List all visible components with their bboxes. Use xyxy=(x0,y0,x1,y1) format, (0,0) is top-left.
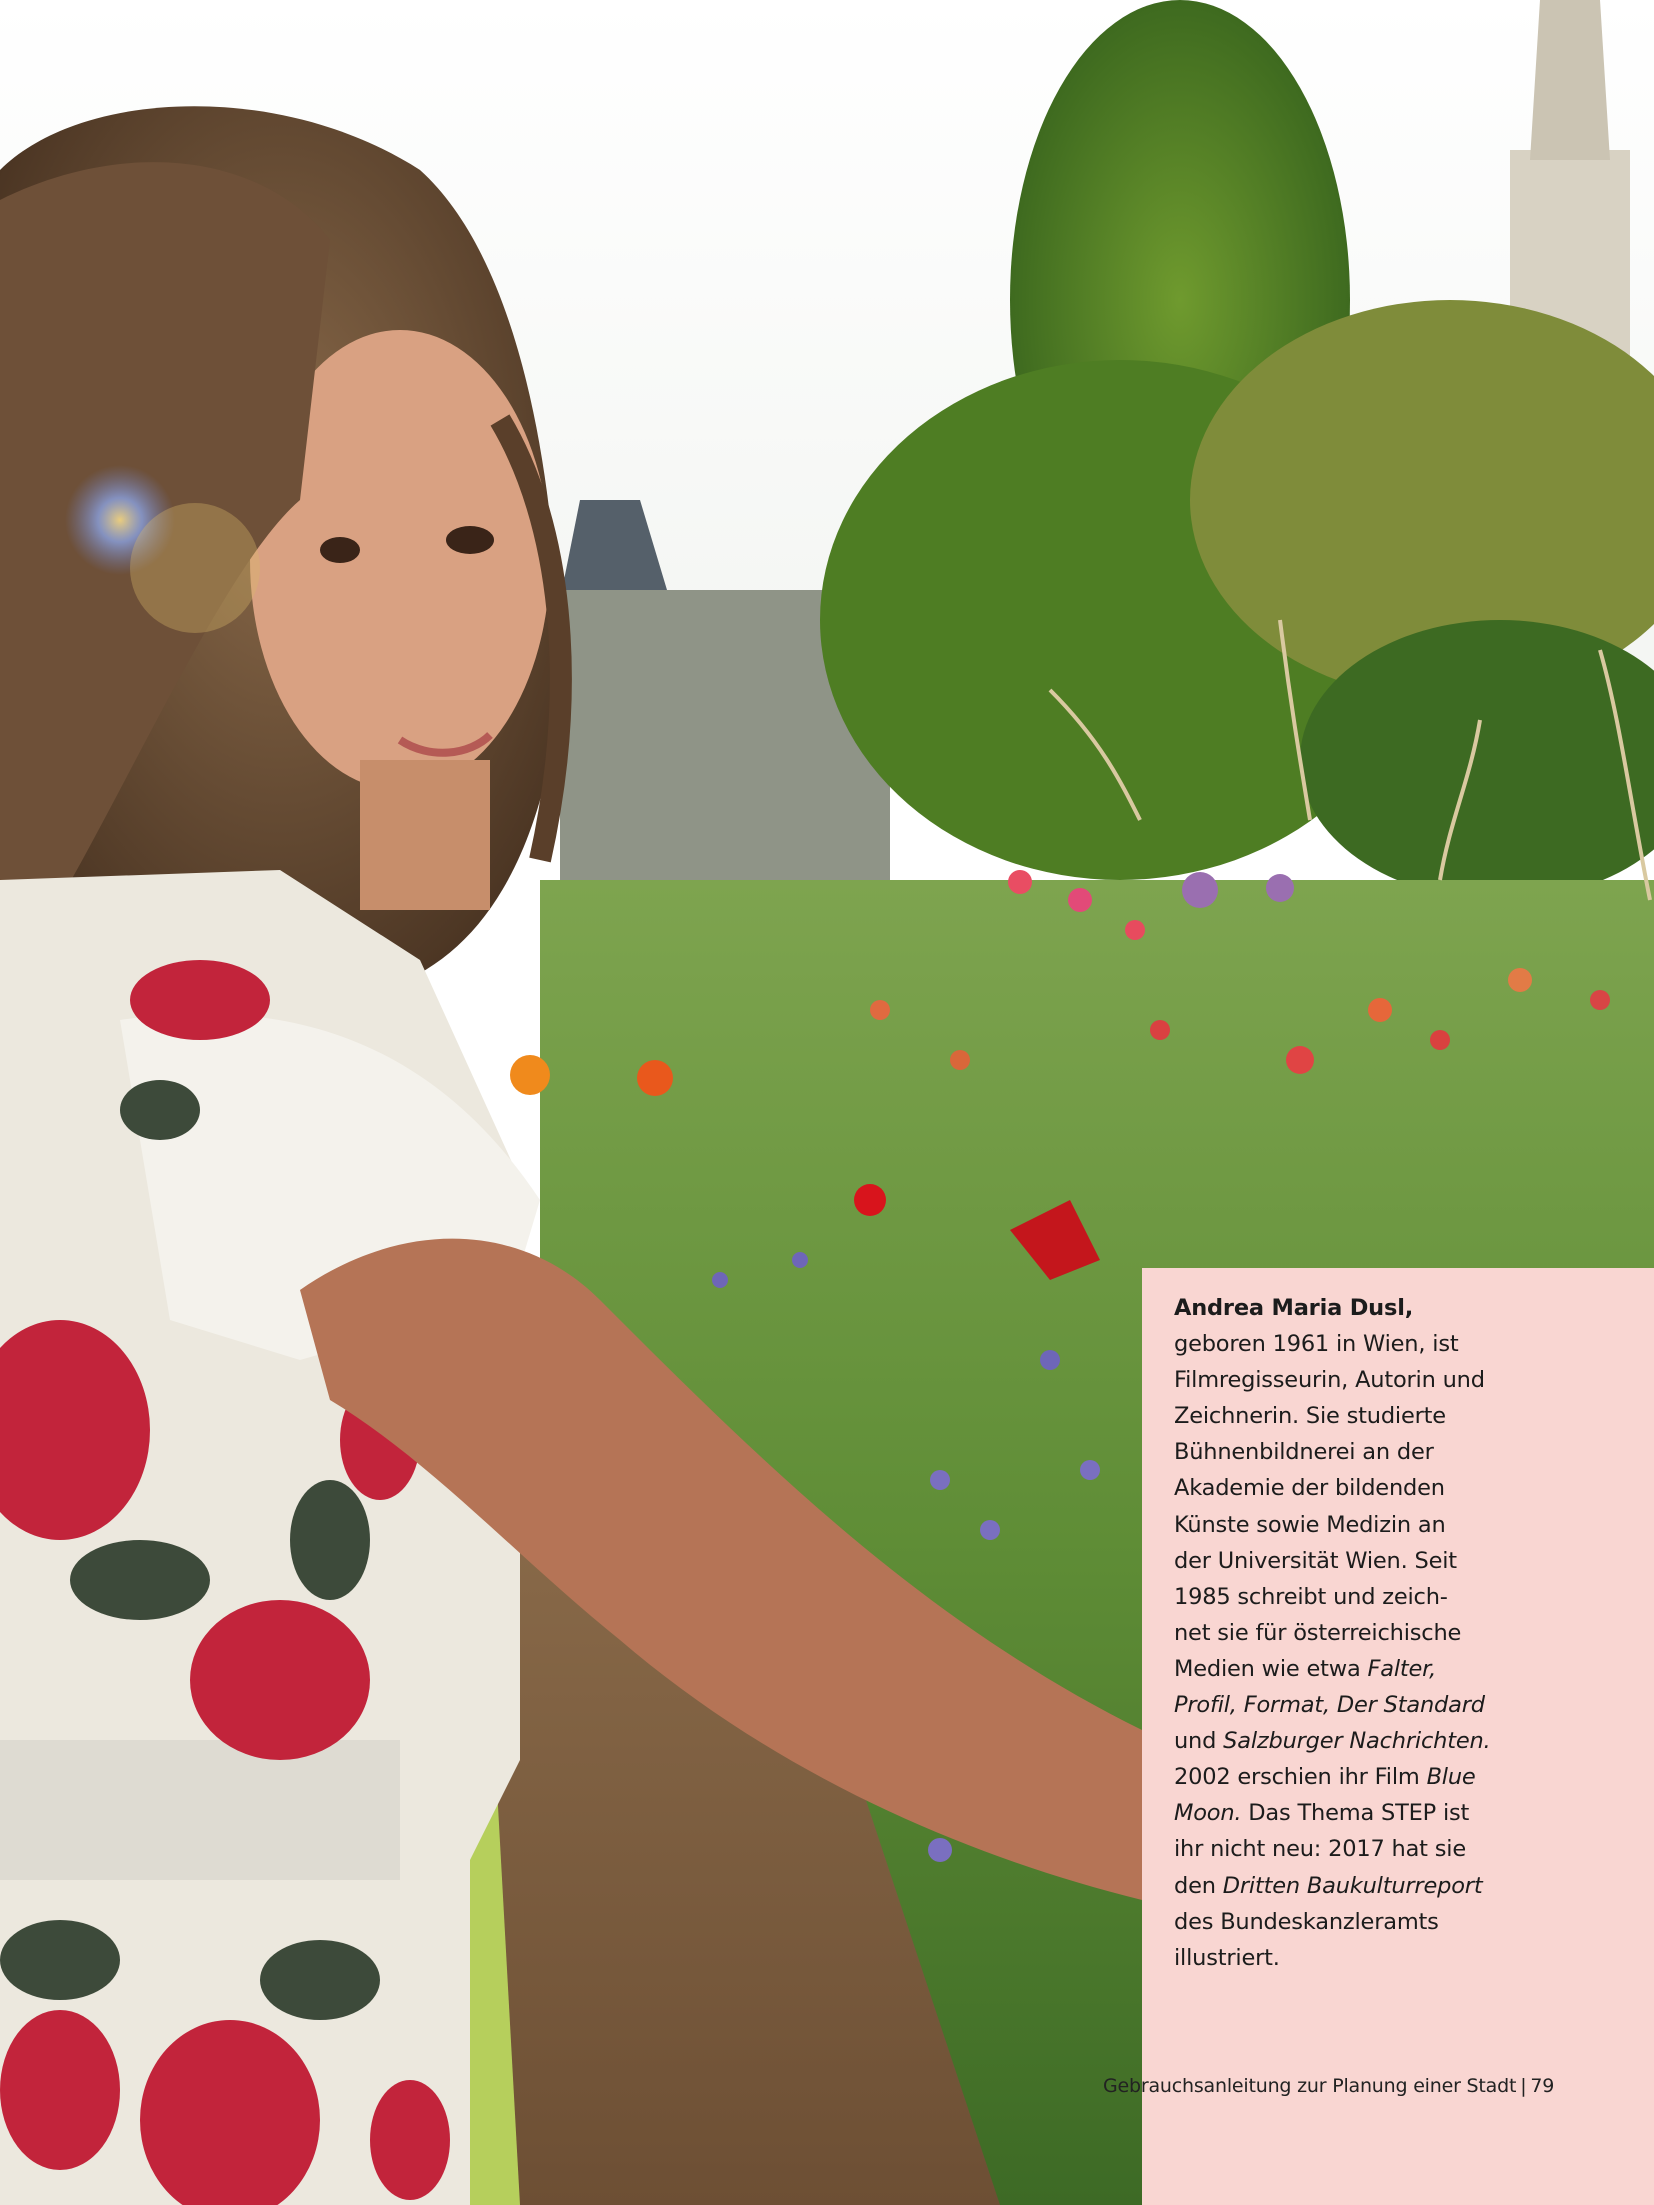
bio-line-italic: Dritten Baukulturreport xyxy=(1222,1872,1483,1899)
bio-line xyxy=(1174,1759,1634,1795)
bio-line xyxy=(1174,1831,1634,1867)
bio-line-text: net sie für österreichische xyxy=(1174,1619,1462,1646)
bio-line-text: Zeichnerin. Sie studierte xyxy=(1174,1403,1446,1430)
bio-line xyxy=(1174,1940,1634,1976)
bio-line-text: der Universität Wien. Seit xyxy=(1174,1547,1457,1574)
bio-line-text: 2002 erschien ihr Film xyxy=(1174,1764,1427,1791)
bio-line-text: Künste sowie Medizin an xyxy=(1174,1511,1446,1538)
bio-line xyxy=(1174,1543,1634,1579)
bio-line-text: den xyxy=(1174,1872,1223,1899)
bio-line-text: Bühnenbildnerei an der xyxy=(1174,1439,1434,1466)
publication-title: Gebrauchsanleitung zur Planung einer Stadt xyxy=(1103,2075,1517,2097)
bio-line xyxy=(1174,1687,1634,1723)
bio-line-text: ihr nicht neu: 2017 hat sie xyxy=(1174,1836,1466,1863)
bio-line xyxy=(1174,1904,1634,1940)
bio-line-italic: Profil, Format, Der Standard xyxy=(1174,1692,1485,1719)
author-bio-text xyxy=(1174,1290,1634,1976)
bio-line xyxy=(1174,1326,1634,1362)
bio-line xyxy=(1174,1651,1634,1687)
bio-line-italic: Moon. xyxy=(1174,1800,1242,1827)
author-name: Andrea Maria Dusl, xyxy=(1174,1295,1414,1321)
bio-line xyxy=(1174,1398,1634,1434)
bio-line-text: Filmregisseurin, Autorin und xyxy=(1174,1367,1485,1394)
bio-line-italic: Blue xyxy=(1426,1764,1476,1791)
bio-line xyxy=(1174,1579,1634,1615)
bio-line xyxy=(1174,1615,1634,1651)
bio-line-text: Das Thema STEP ist xyxy=(1241,1800,1470,1827)
bio-line-text: Medien wie etwa xyxy=(1174,1655,1368,1682)
bio-line-italic: Salzburger Nachrichten. xyxy=(1223,1728,1491,1755)
bio-line-text: 1985 schreibt und zeich- xyxy=(1174,1583,1448,1610)
bio-line-text: Akademie der bildenden xyxy=(1174,1475,1445,1502)
bio-line xyxy=(1174,1362,1634,1398)
bio-line-text: illustriert. xyxy=(1174,1944,1280,1971)
author-bio-lines xyxy=(1174,1326,1634,1976)
bio-line xyxy=(1174,1868,1634,1904)
bio-line xyxy=(1174,1470,1634,1506)
bio-line-text: geboren 1961 in Wien, ist xyxy=(1174,1331,1459,1358)
page-number: 79 xyxy=(1530,2075,1555,2097)
author-bio-panel xyxy=(1142,1268,1654,2205)
bio-line xyxy=(1174,1507,1634,1543)
bio-line-text: und xyxy=(1174,1728,1224,1755)
bio-line xyxy=(1174,1795,1634,1831)
page-footer xyxy=(1103,2074,1554,2098)
footer-separator: | xyxy=(1520,2075,1527,2097)
bio-line-text: des Bundeskanzleramts xyxy=(1174,1908,1439,1935)
bio-line-italic: Falter, xyxy=(1367,1655,1437,1682)
bio-line xyxy=(1174,1434,1634,1470)
bio-line xyxy=(1174,1723,1634,1759)
